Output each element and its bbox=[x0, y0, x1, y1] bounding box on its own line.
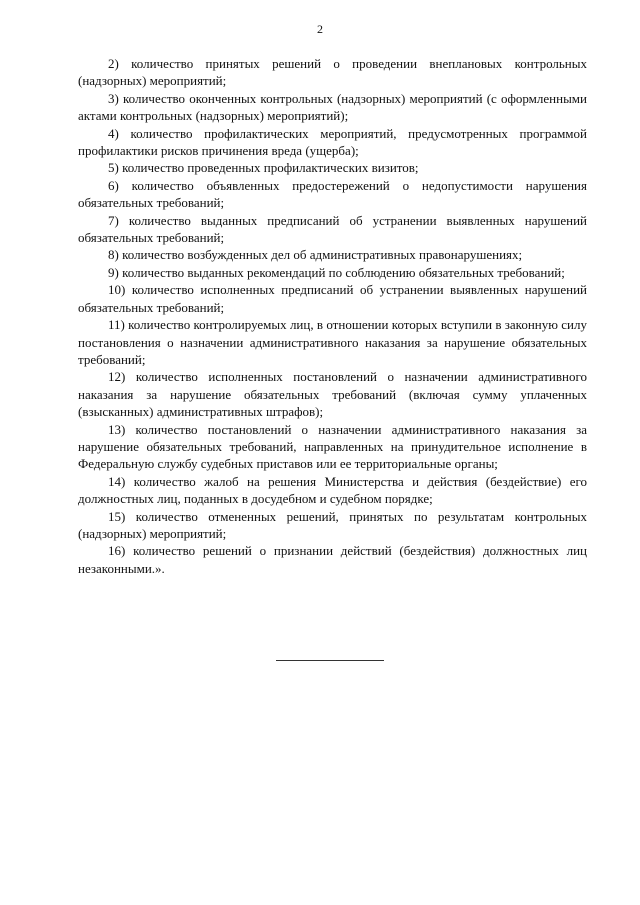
list-item-14: 14) количество жалоб на решения Министерства и действия (бездействие) его должностных лиц, поданных в досудебном и судебном порядке; bbox=[78, 473, 587, 507]
list-item-2: 2) количество принятых решений о проведении внеплановых контрольных (надзорных) мероприятий; bbox=[78, 56, 587, 89]
list-item-15: 15) количество отмененных решений, принятых по результатам контрольных (надзорных) мероприятий; bbox=[78, 508, 587, 541]
list-item-11: 11) количество контролируемых лиц, в отношении которых вступили в законную силу постановления о назначении административного наказания за нарушение обязательных требований; bbox=[78, 317, 587, 367]
list-item-16: 16) количество решений о признании действий (бездействия) должностных лиц незаконными.». bbox=[78, 543, 587, 576]
list-item-8: 8) количество возбужденных дел об административных правонарушениях; bbox=[108, 247, 523, 263]
list-item-4: 4) количество профилактических мероприятий, предусмотренных программой профилактики рисков причинения вреда (ущерба); bbox=[78, 125, 587, 159]
list-item-6: 6) количество объявленных предостережений о недопустимости нарушения обязательных требований; bbox=[78, 177, 587, 211]
list-item-5: 5) количество проведенных профилактических визитов; bbox=[108, 160, 419, 176]
list-item-13: 13) количество постановлений о назначении административного наказания за нарушение обязательных требований, направленных на принудительное исполнение в Федеральную службу судебных приставов или ее территориальные органы; bbox=[78, 421, 587, 472]
page-number: 2 bbox=[317, 22, 323, 36]
list-item-3: 3) количество оконченных контрольных (надзорных) мероприятий (с оформленными актами контрольных (надзорных) мероприятий); bbox=[78, 90, 587, 124]
list-item-7: 7) количество выданных предписаний об устранении выявленных нарушений обязательных требований; bbox=[78, 212, 587, 246]
list-item-10: 10) количество исполненных предписаний об устранении выявленных нарушений обязательных требований; bbox=[78, 282, 587, 315]
list-item-12: 12) количество исполненных постановлений о назначении административного наказания за нарушение обязательных требований (включая сумму уплаченных (взысканных) административных штрафов); bbox=[78, 369, 587, 420]
end-separator-line bbox=[276, 660, 384, 661]
document-body bbox=[78, 55, 587, 577]
list-item-9: 9) количество выданных рекомендаций по соблюдению обязательных требований; bbox=[108, 264, 565, 280]
